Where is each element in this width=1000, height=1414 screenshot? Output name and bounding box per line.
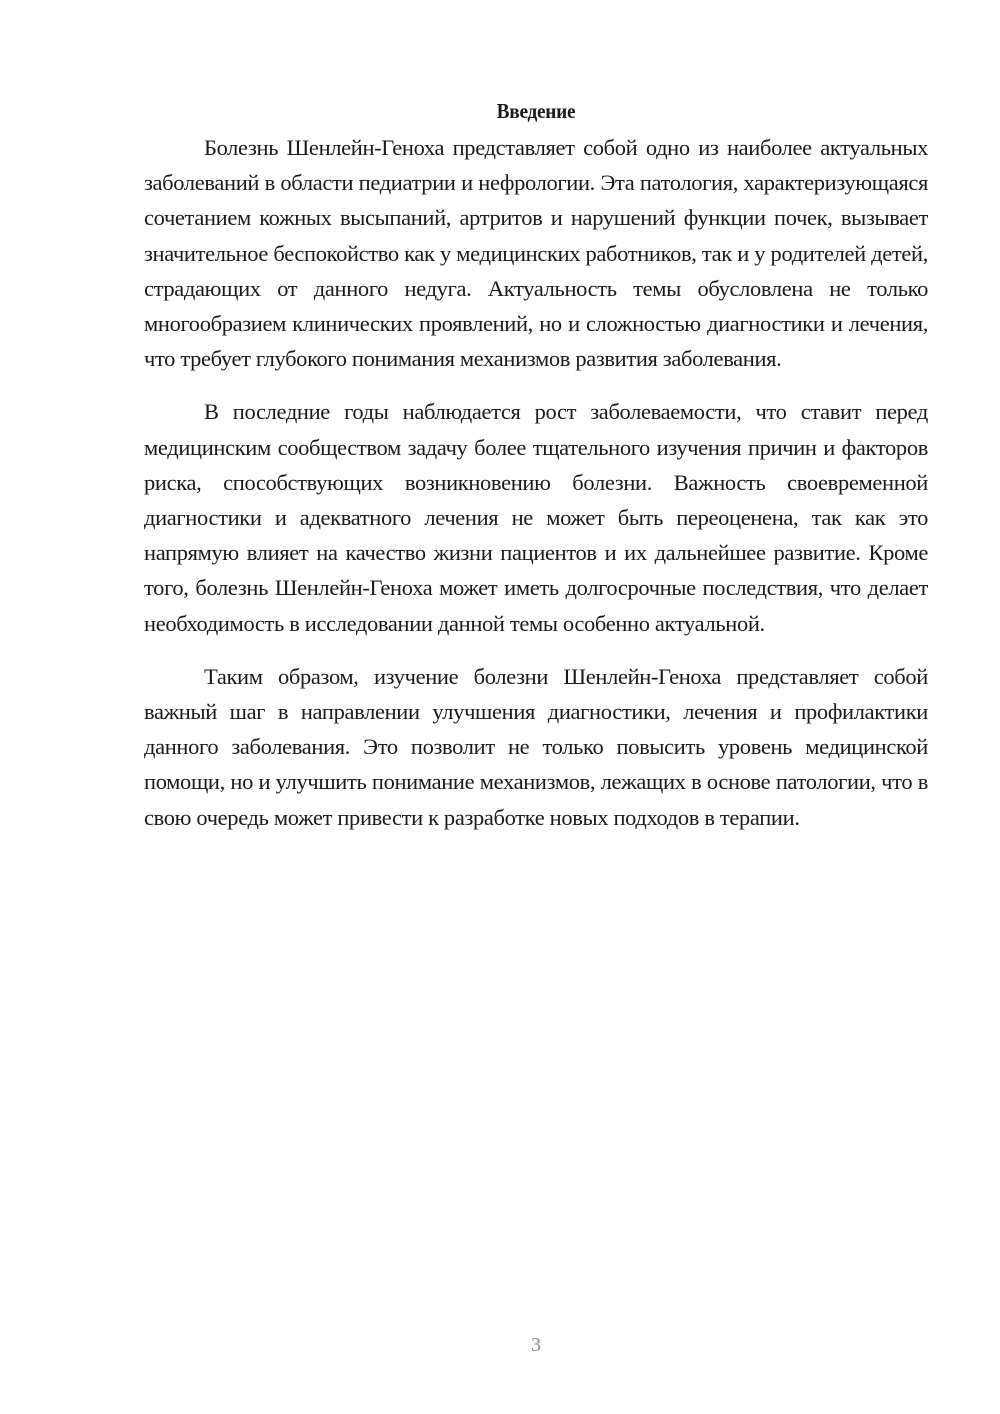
section-title: Введение <box>496 99 576 123</box>
page-content <box>144 96 928 853</box>
page-number: 3 <box>531 1334 541 1356</box>
paragraph-3: Таким образом, изучение болезни Шенлейн-Геноха представляет собой важный шаг в направлении улучшения диагностики, лечения и профилактики данного заболевания. Это позволит не только повысить уровень медицинской помощи, но и улучшить понимание механизмов, лежащих в основе патологии, что в свою очередь может привести к разработке новых подходов в терапии. <box>144 663 928 830</box>
paragraph-2: В последние годы наблюдается рост заболеваемости, что ставит перед медицинским сообществом задачу более тщательного изучения причин и факторов риска, способствующих возникновению болезни. Важность своевременной диагностики и адекватного лечения не может быть переоценена, так как это напрямую влияет на качество жизни пациентов и их дальнейшее развитие. Кроме того, болезнь Шенлейн-Геноха может иметь долгосрочные последствия, что делает необходимость в исследовании данной темы особенно актуальной. <box>144 399 928 636</box>
paragraph-1: Болезнь Шенлейн-Геноха представляет собой одно из наиболее актуальных заболеваний в области педиатрии и нефрологии. Эта патология, характеризующаяся сочетанием кожных высыпаний, артритов и нарушений функции почек, вызывает значительное беспокойство как у медицинских работников, так и у родителей детей, страдающих от данного недуга. Актуальность темы обусловлена не только многообразием клинических проявлений, но и сложностью диагностики и лечения, что требует глубокого понимания механизмов развития заболевания. <box>144 135 928 372</box>
